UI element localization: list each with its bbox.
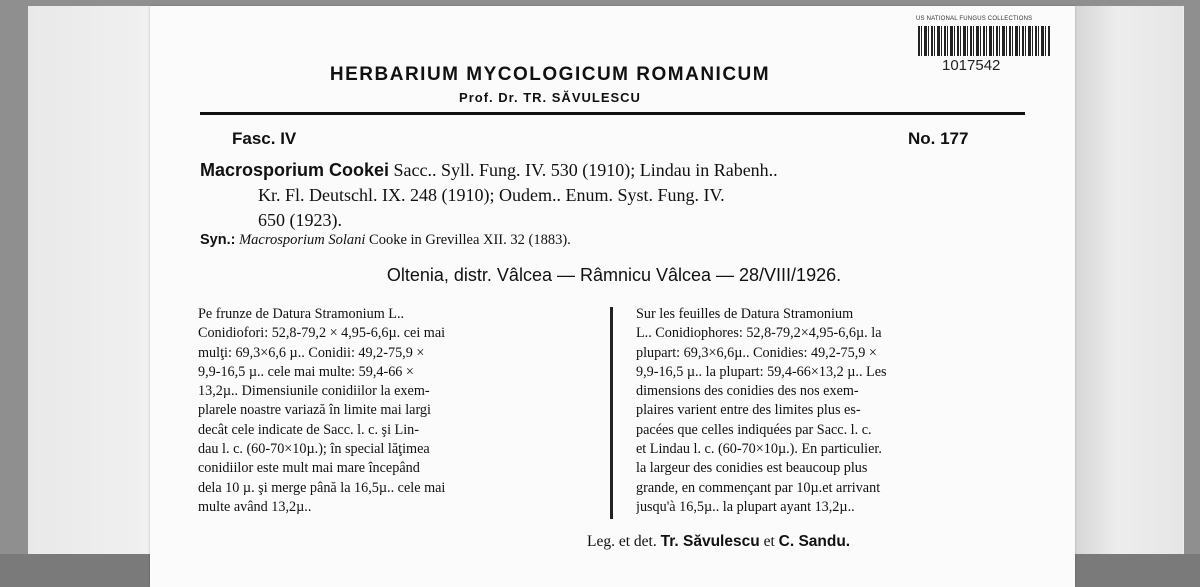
description-line: 13,2µ.. Dimensiunile conidiilor la exem- bbox=[198, 383, 430, 400]
barcode-sticker bbox=[912, 16, 1060, 82]
description-line: 9,9-16,5 µ.. la plupart: 59,4-66×13,2 µ.. Les bbox=[636, 363, 887, 380]
description-line: pacées que celles indiquées par Sacc. l. c. bbox=[636, 421, 872, 438]
description-line: jusqu'à 16,5µ.. la plupart ayant 13,2µ.. bbox=[636, 498, 855, 515]
species-line-1 bbox=[200, 158, 1030, 183]
species-citation-1: Sacc.. Syll. Fung. IV. 530 (1910); Lindau in Rabenh.. bbox=[393, 160, 778, 180]
synonym-line bbox=[200, 232, 571, 249]
backing-sheet-fold bbox=[1075, 6, 1183, 554]
description-line: mulţi: 69,3×6,6 µ.. Conidii: 49,2-75,9 × bbox=[198, 344, 425, 361]
collector-name-1: Tr. Săvulescu bbox=[660, 533, 760, 550]
collectors-joiner: et bbox=[759, 533, 779, 550]
description-line: dela 10 µ. şi merge până la 16,5µ.. cele mai bbox=[198, 479, 446, 496]
description-french bbox=[636, 305, 1024, 517]
herbarium-subtitle: Prof. Dr. TR. SĂVULESCU bbox=[459, 90, 641, 105]
species-citation-3: 650 (1923). bbox=[258, 210, 342, 230]
species-name: Macrosporium Cookei bbox=[200, 160, 390, 180]
barcode-number: 1017542 bbox=[942, 57, 1001, 74]
barcode-icon bbox=[918, 26, 1050, 56]
description-line: grande, en commençant par 10µ.et arrivant bbox=[636, 479, 881, 496]
description-line: dimensions des conidies des nos exem- bbox=[636, 383, 859, 400]
description-line: dau l. c. (60-70×10µ.); în special lăţimea bbox=[198, 441, 430, 458]
synonym-label: Syn.: bbox=[200, 232, 236, 248]
description-line: multe având 13,2µ.. bbox=[198, 498, 312, 515]
fascicle-label: Fasc. IV bbox=[232, 129, 297, 148]
synonym-name: Macrosporium Solani bbox=[239, 232, 366, 248]
description-romanian bbox=[198, 305, 586, 517]
description-line: et Lindau l. c. (60-70×10µ.). En particulier. bbox=[636, 441, 882, 458]
locality-line: Oltenia, distr. Vâlcea — Râmnicu Vâlcea — 28/VIII/1926. bbox=[386, 265, 842, 285]
barcode-caption: US NATIONAL FUNGUS COLLECTIONS bbox=[916, 16, 1033, 22]
herbarium-title: HERBARIUM MYCOLOGICUM ROMANICUM bbox=[329, 64, 771, 85]
species-citation-2: Kr. Fl. Deutschl. IX. 248 (1910); Oudem.. Enum. Syst. Fung. IV. bbox=[258, 185, 725, 205]
specimen-number: No. 177 bbox=[908, 129, 969, 148]
description-line: plaires varient entre des limites plus es- bbox=[636, 402, 861, 419]
species-block bbox=[200, 158, 1030, 233]
header-rule bbox=[200, 112, 1025, 115]
description-line: Sur les feuilles de Datura Stramonium bbox=[636, 306, 854, 322]
synonym-citation: Cooke in Grevillea XII. 32 (1883). bbox=[365, 232, 571, 248]
collectors-prefix: Leg. et det. bbox=[587, 533, 661, 550]
description-line: plarele noastre variază în limite mai largi bbox=[198, 402, 431, 419]
collector-name-2: C. Sandu. bbox=[778, 533, 851, 550]
collectors-line bbox=[587, 533, 850, 551]
description-line: conidiilor este mult mai mare începând bbox=[198, 460, 420, 477]
column-divider bbox=[610, 307, 613, 519]
description-line: L.. Conidiophores: 52,8-79,2×4,95-6,6µ. la bbox=[636, 325, 882, 342]
description-line: plupart: 69,3×6,6µ.. Conidies: 49,2-75,9 × bbox=[636, 344, 877, 361]
description-line: Conidiofori: 52,8-79,2 × 4,95-6,6µ. cei mai bbox=[198, 325, 446, 342]
backing-sheet-left-edge bbox=[28, 6, 150, 554]
description-line: la largeur des conidies est beaucoup plus bbox=[636, 460, 868, 477]
description-line: decât cele indicate de Sacc. l. c. şi Lin- bbox=[198, 421, 419, 438]
description-line: 9,9-16,5 µ.. cele mai multe: 59,4-66 × bbox=[198, 363, 414, 380]
description-line: Pe frunze de Datura Stramonium L.. bbox=[198, 306, 405, 322]
